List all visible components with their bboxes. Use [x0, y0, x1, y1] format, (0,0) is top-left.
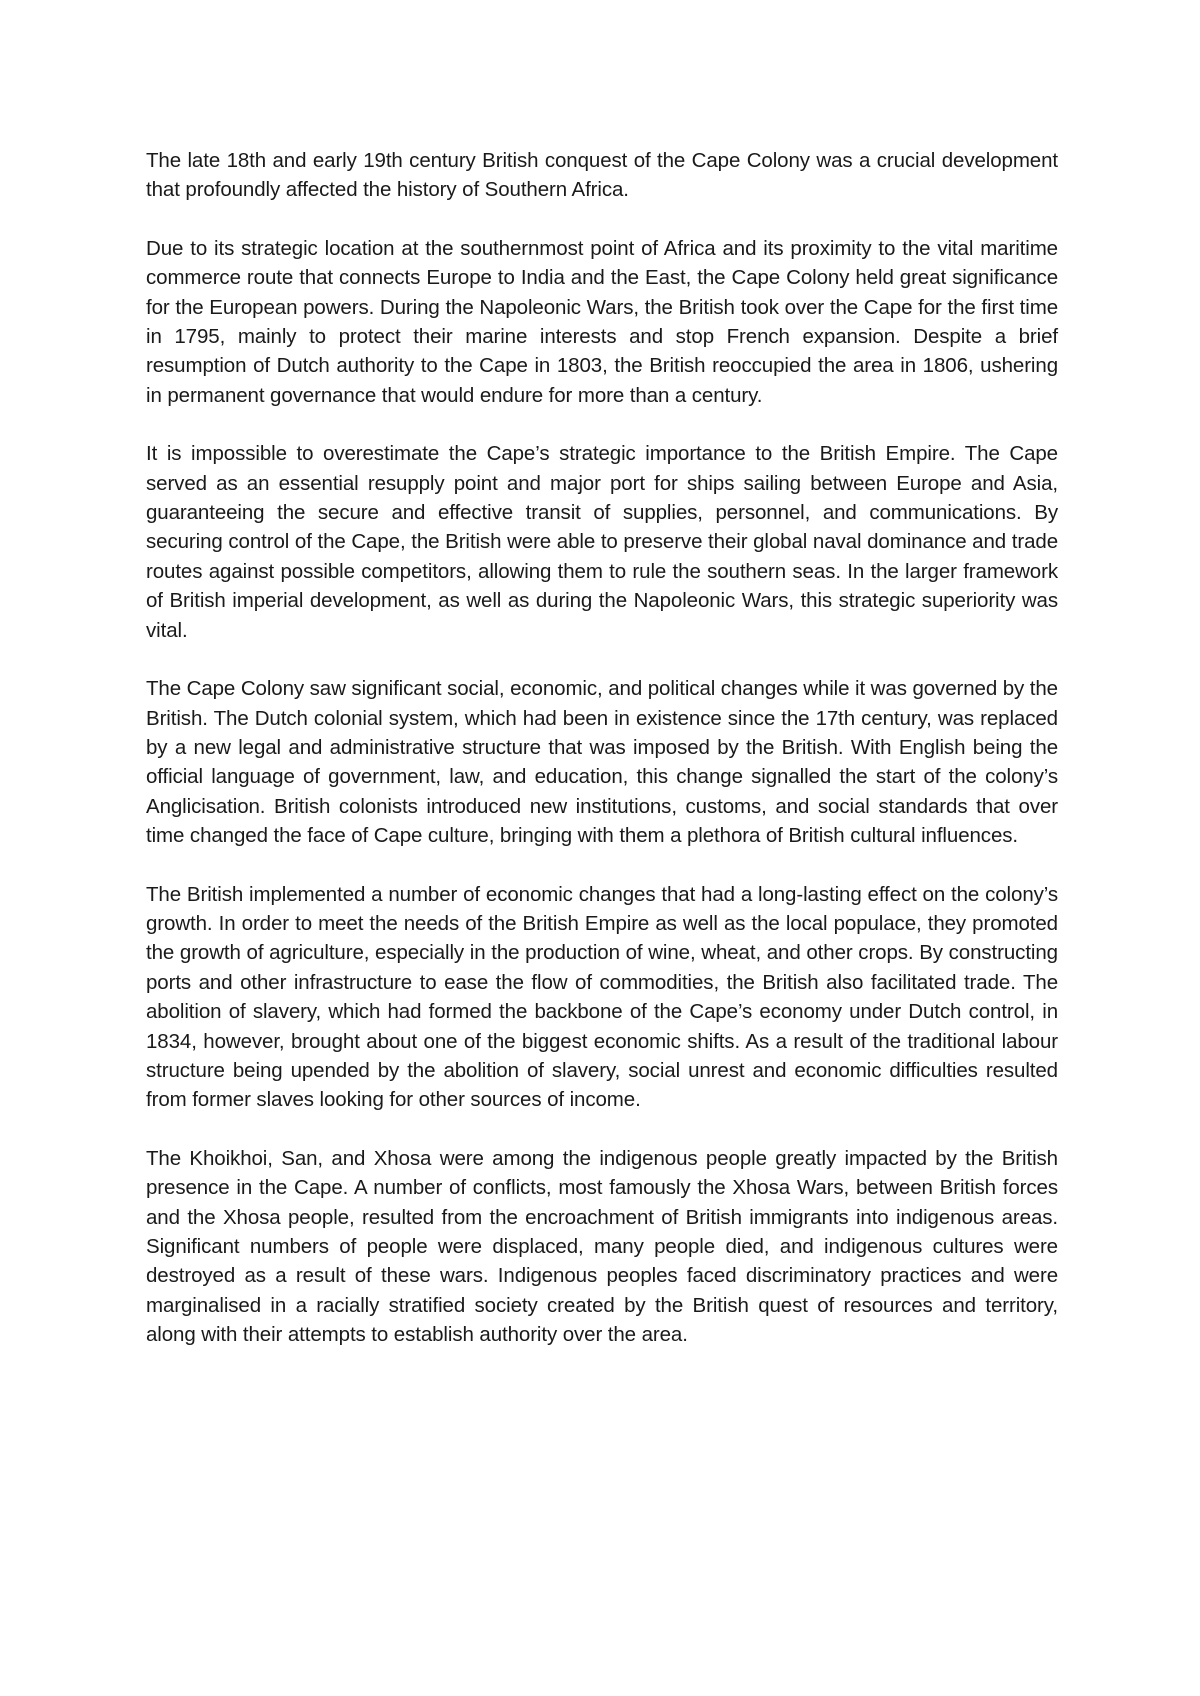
paragraph-strategic-importance: It is impossible to overestimate the Cape’s strategic importance to the British Empire. The Cape served as an essential resupply point and major port for ships sailing between Europe and Asia, guaranteeing the secure and effective transit of supplies, personnel, and communications. By securing control of the Cape, the British were able to preserve their global naval dominance and trade routes against possible competitors, allowing them to rule the southern seas. In the larger framework of British imperial development, as well as during the Napoleonic Wars, this strategic superiority was vital.: [146, 442, 1058, 642]
paragraph-economic-changes: The British implemented a number of economic changes that had a long-lasting effect on the colony’s growth. In order to meet the needs of the British Empire as well as the local populace, they promoted the growth of agriculture, especially in the production of wine, wheat, and other crops. By constructing ports and other infrastructure to ease the flow of commodities, the British also facilitated trade. The abolition of slavery, which had formed the backbone of the Cape’s economy under Dutch control, in 1834, however, brought about one of the biggest economic shifts. As a result of the traditional labour structure being upended by the abolition of slavery, social unrest and economic difficulties resulted from former slaves looking for other sources of income.: [146, 882, 1058, 1112]
paragraph-social-changes: The Cape Colony saw significant social, economic, and political changes while it was governed by the British. The Dutch colonial system, which had been in existence since the 17th century, was replaced by a new legal and administrative structure that was imposed by the British. With English being the official language of government, law, and education, this change signalled the start of the colony’s Anglicisation. British colonists introduced new institutions, customs, and social standards that over time changed the face of Cape culture, bringing with them a plethora of British cultural influences.: [146, 677, 1058, 848]
paragraph-intro: The late 18th and early 19th century British conquest of the Cape Colony was a crucial development that profoundly affected the history of Southern Africa.: [146, 149, 1058, 202]
document-body: [146, 146, 1058, 1379]
paragraph-indigenous-impact: The Khoikhoi, San, and Xhosa were among the indigenous people greatly impacted by the British presence in the Cape. A number of conflicts, most famously the Xhosa Wars, between British forces and the Xhosa people, resulted from the encroachment of British immigrants into indigenous areas. Significant numbers of people were displaced, many people died, and indigenous cultures were destroyed as a result of these wars. Indigenous peoples faced discriminatory practices and were marginalised in a racially stratified society created by the British quest of resources and territory, along with their attempts to establish authority over the area.: [146, 1146, 1058, 1347]
paragraph-strategic-location: Due to its strategic location at the southernmost point of Africa and its proximity to the vital maritime commerce route that connects Europe to India and the East, the Cape Colony held great significance for the European powers. During the Napoleonic Wars, the British took over the Cape for the first time in 1795, mainly to protect their marine interests and stop French expansion. Despite a brief resumption of Dutch authority to the Cape in 1803, the British reoccupied the area in 1806, ushering in permanent governance that would endure for more than a century.: [146, 236, 1058, 407]
